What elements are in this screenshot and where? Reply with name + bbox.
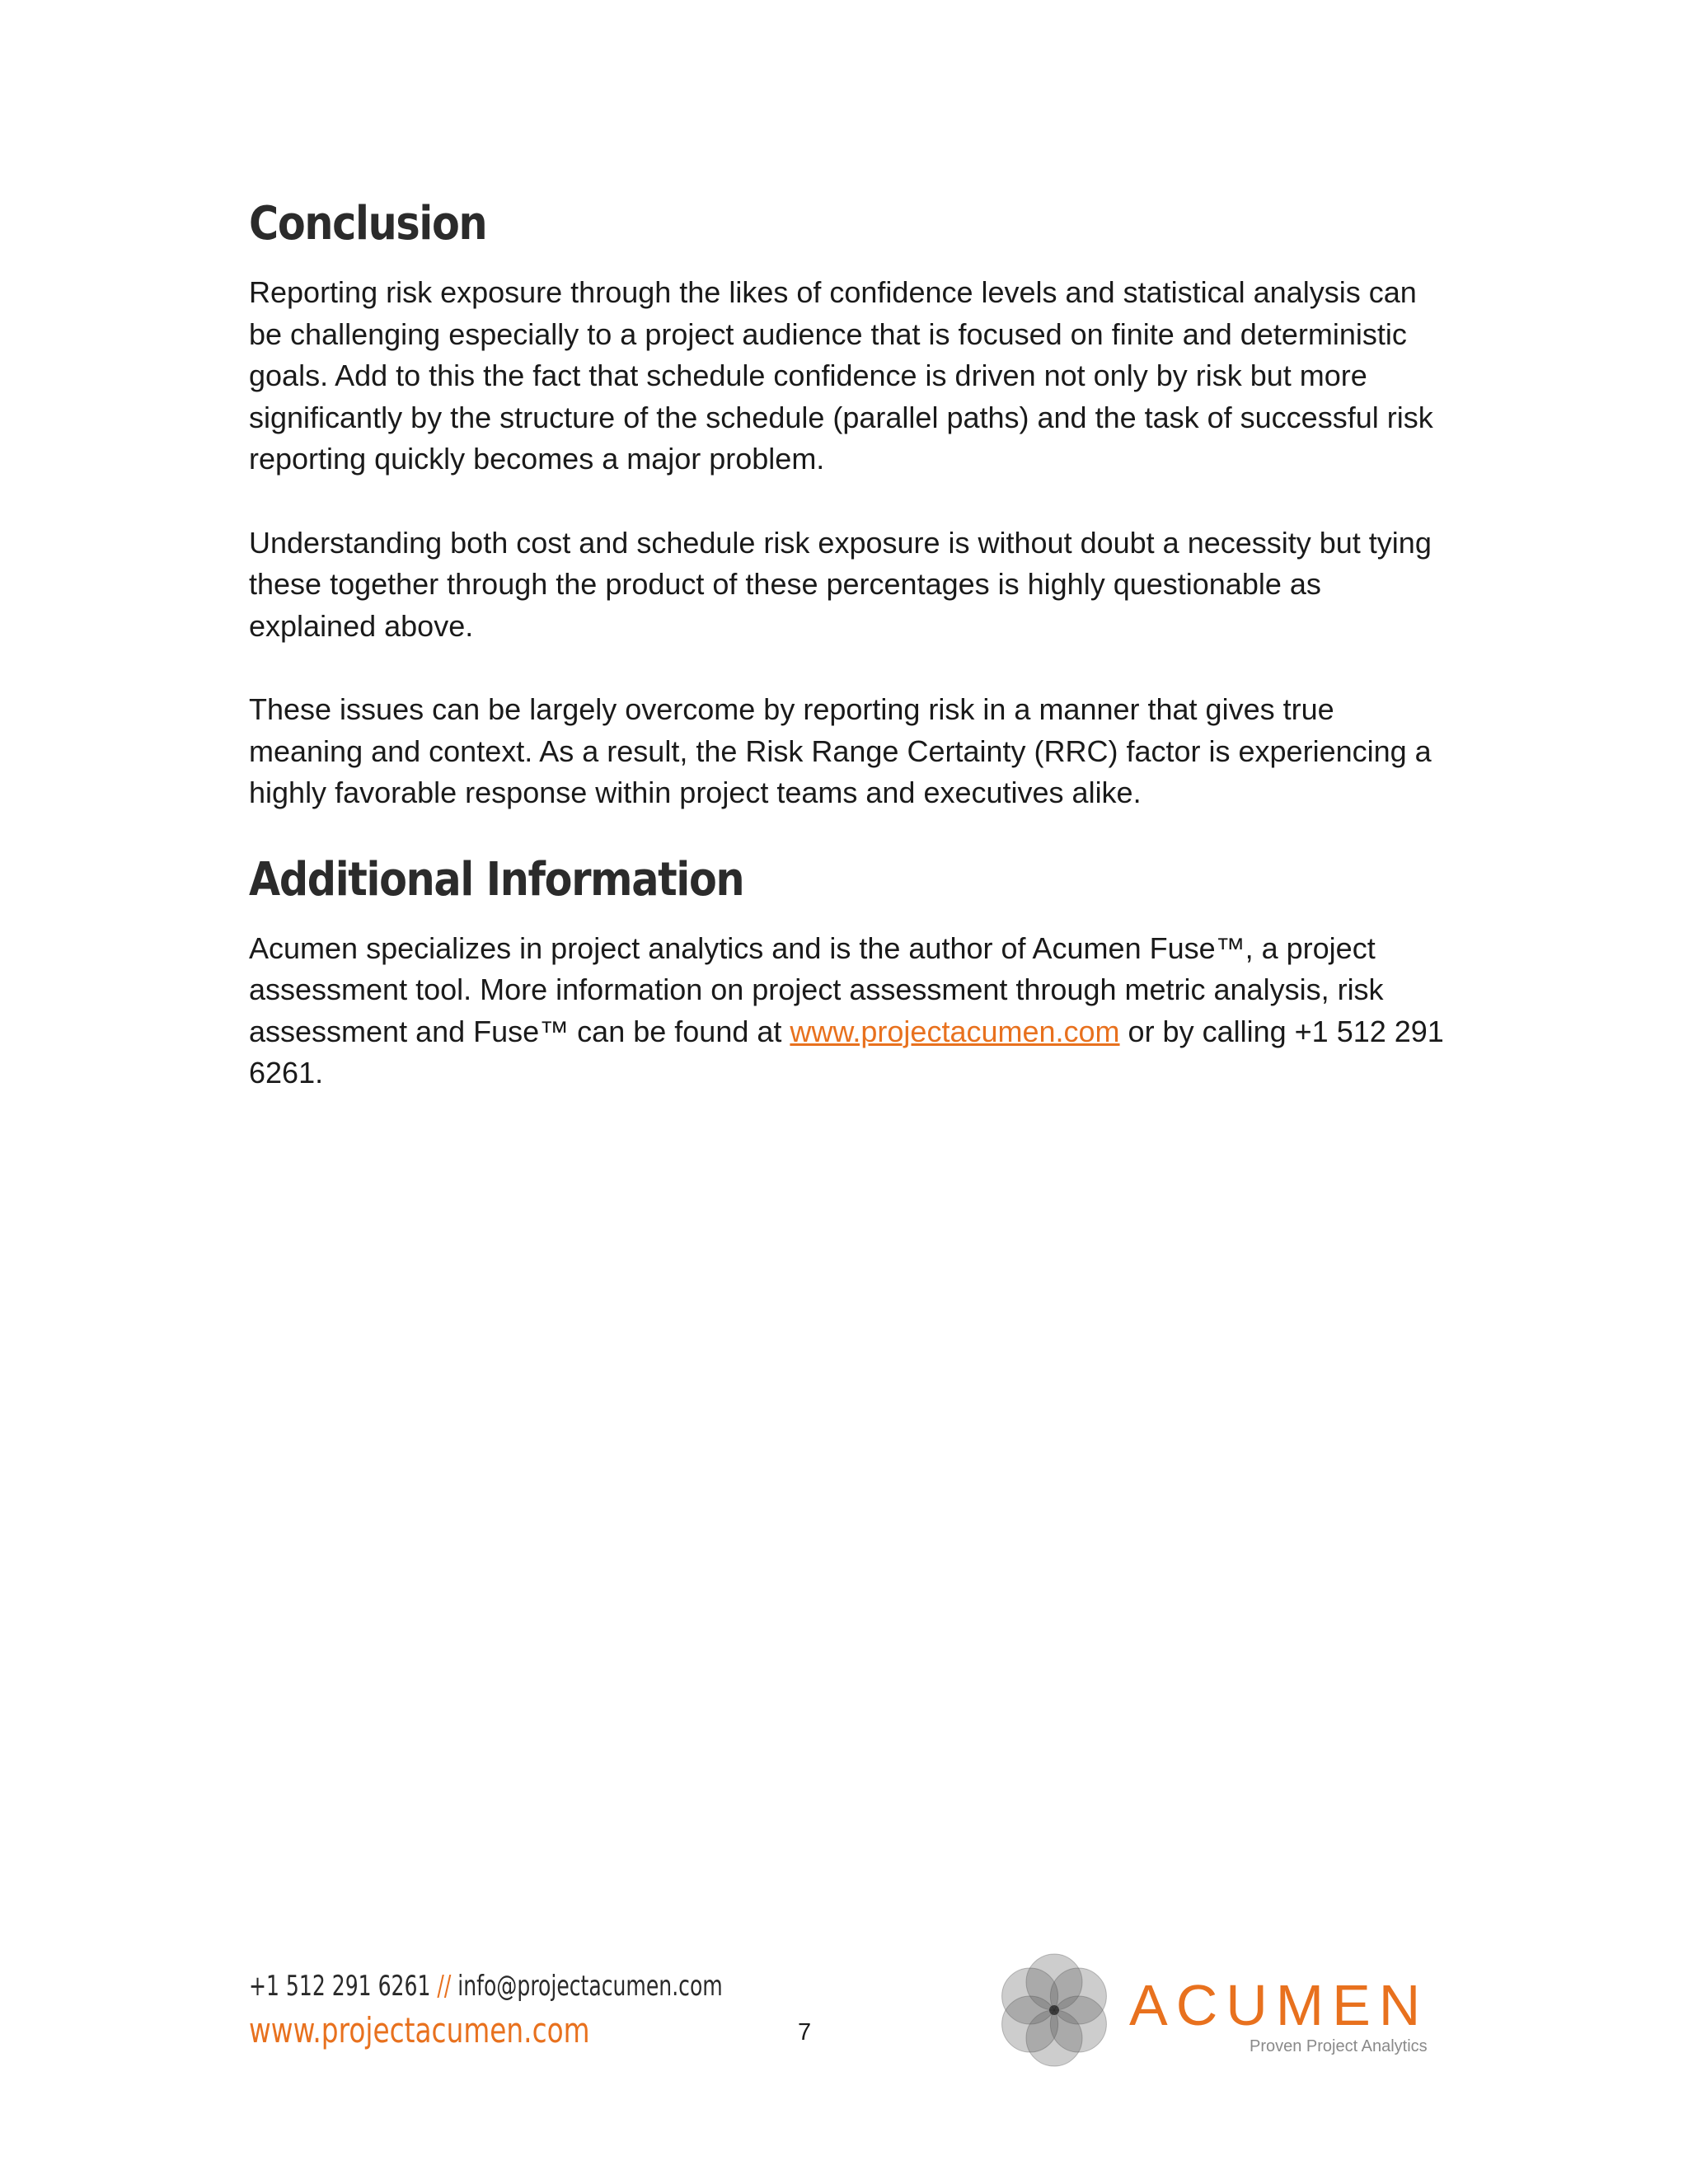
conclusion-paragraph-2: Understanding both cost and schedule risk exposure is without doubt a necessity but tying these together through the product of these percentages is highly questionable as explained above. — [249, 525, 1432, 643]
additional-information-paragraph — [249, 928, 1452, 1094]
footer-phone: +1 512 291 6261 — [249, 1970, 431, 2003]
conclusion-heading: Conclusion — [249, 197, 487, 251]
conclusion-paragraph-3: These issues can be largely overcome by reporting risk in a manner that gives true meaning and context. As a result, the Risk Range Certainty (RRC) factor is experiencing a highly favorable response within project teams and executives alike. — [249, 692, 1432, 809]
page-number: 7 — [798, 2019, 812, 2046]
footer-email[interactable]: info@projectacumen.com — [457, 1970, 723, 2003]
additional-information-text-before-link: Acumen specializes in project analytics and is the author of Acumen Fuse™, a project assessment tool. More information on project assessment through metric analysis, risk assessment and Fuse™ can be found at — [249, 930, 1384, 1048]
footer-website[interactable]: www.projectacumen.com — [249, 2010, 590, 2050]
logo-tagline: Proven Project Analytics — [1250, 2037, 1428, 2055]
logo-wordmark: ACUMEN — [1129, 1973, 1429, 2037]
acumen-logo — [996, 1952, 1457, 2075]
additional-information-heading: Additional Information — [249, 852, 744, 907]
footer-contact — [249, 1968, 827, 2054]
footer-separator: // — [437, 1970, 452, 2003]
conclusion-paragraph-1: Reporting risk exposure through the likes of confidence levels and statistical analysis can be challenging especially to a project audience that is focused on finite and deterministic goals. Add to this the fact that schedule confidence is driven not only by risk but more significantly by the structure of the schedule (parallel paths) and the task of successful risk reporting quickly becomes a major problem. — [249, 275, 1433, 476]
website-link[interactable]: www.projectacumen.com — [790, 1014, 1120, 1048]
footer-phone-email-line — [249, 1968, 723, 2004]
additional-information-text-after-link: or by calling +1 512 291 6261. — [249, 1014, 1444, 1090]
flower-of-life-logo-icon — [996, 1952, 1113, 2069]
page-content — [249, 194, 1452, 1094]
